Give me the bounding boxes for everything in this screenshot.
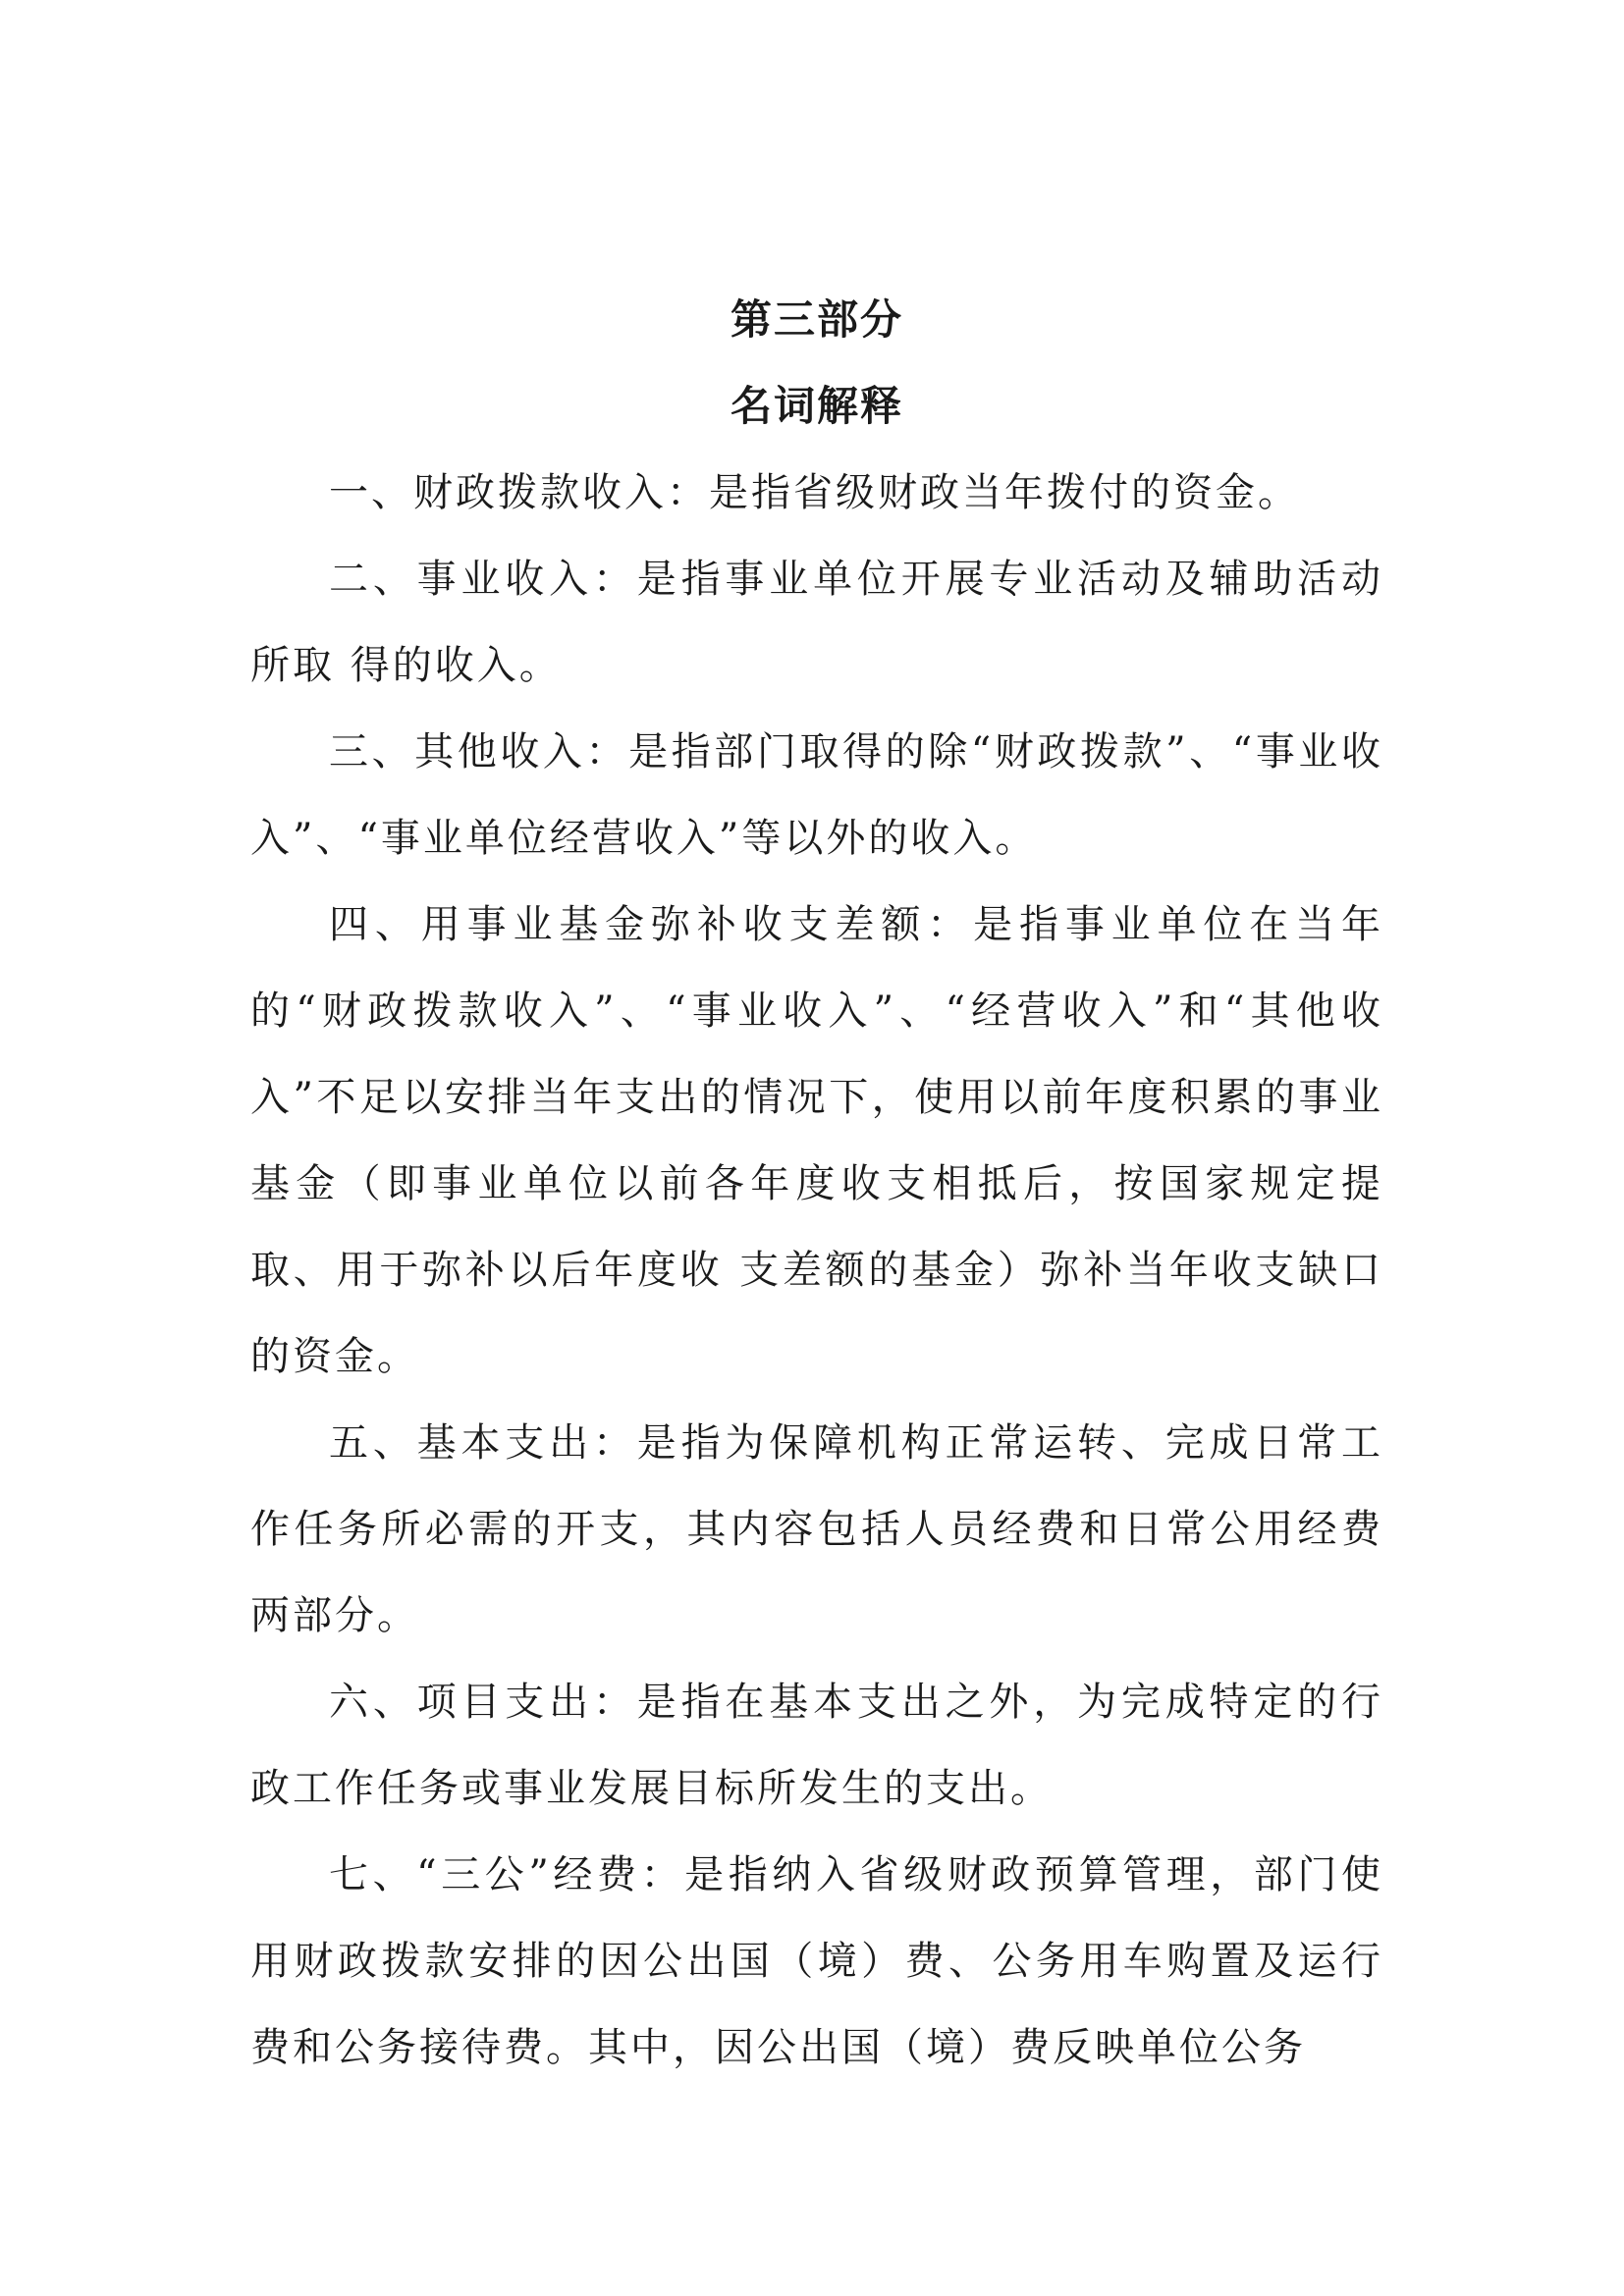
document-page — [250, 277, 1383, 2091]
paragraph-4: 四、用事业基金弥补收支差额：是指事业单位在当年的“财政拨款收入”、“事业收入”、“经营收入”和“其他收入”不足以安排当年支出的情况下，使用以前年度积累的事业基金（即事业单位以前各年度收支相抵后，按国家规定提取、用于弥补以后年度收 支差额的基金）弥补当年收支缺口的资金。 — [250, 902, 1383, 1379]
page-title: 名词解释 — [730, 382, 903, 430]
paragraph-3: 三、其他收入：是指部门取得的除“财政拨款”、“事业收入”、“事业单位经营收入”等以外的收入。 — [250, 729, 1383, 861]
paragraph-1: 一、财政拨款收入：是指省级财政当年拨付的资金。 — [329, 470, 1300, 515]
paragraph-5: 五、基本支出：是指为保障机构正常运转、完成日常工作任务所必需的开支，其内容包括人员经费和日常公用经费两部分。 — [250, 1420, 1383, 1638]
paragraph-6: 六、项目支出：是指在基本支出之外，为完成特定的行政工作任务或事业发展目标所发生的支出。 — [250, 1680, 1383, 1811]
paragraph-7: 七、“三公”经费：是指纳入省级财政预算管理，部门使用财政拨款安排的因公出国（境）费、公务用车购置及运行费和公务接待费。其中，因公出国（境）费反映单位公务 — [250, 1852, 1383, 2070]
section-heading: 第三部分 — [730, 295, 903, 344]
paragraph-2: 二、事业收入：是指事业单位开展专业活动及辅助活动所取 得的收入。 — [250, 557, 1383, 688]
